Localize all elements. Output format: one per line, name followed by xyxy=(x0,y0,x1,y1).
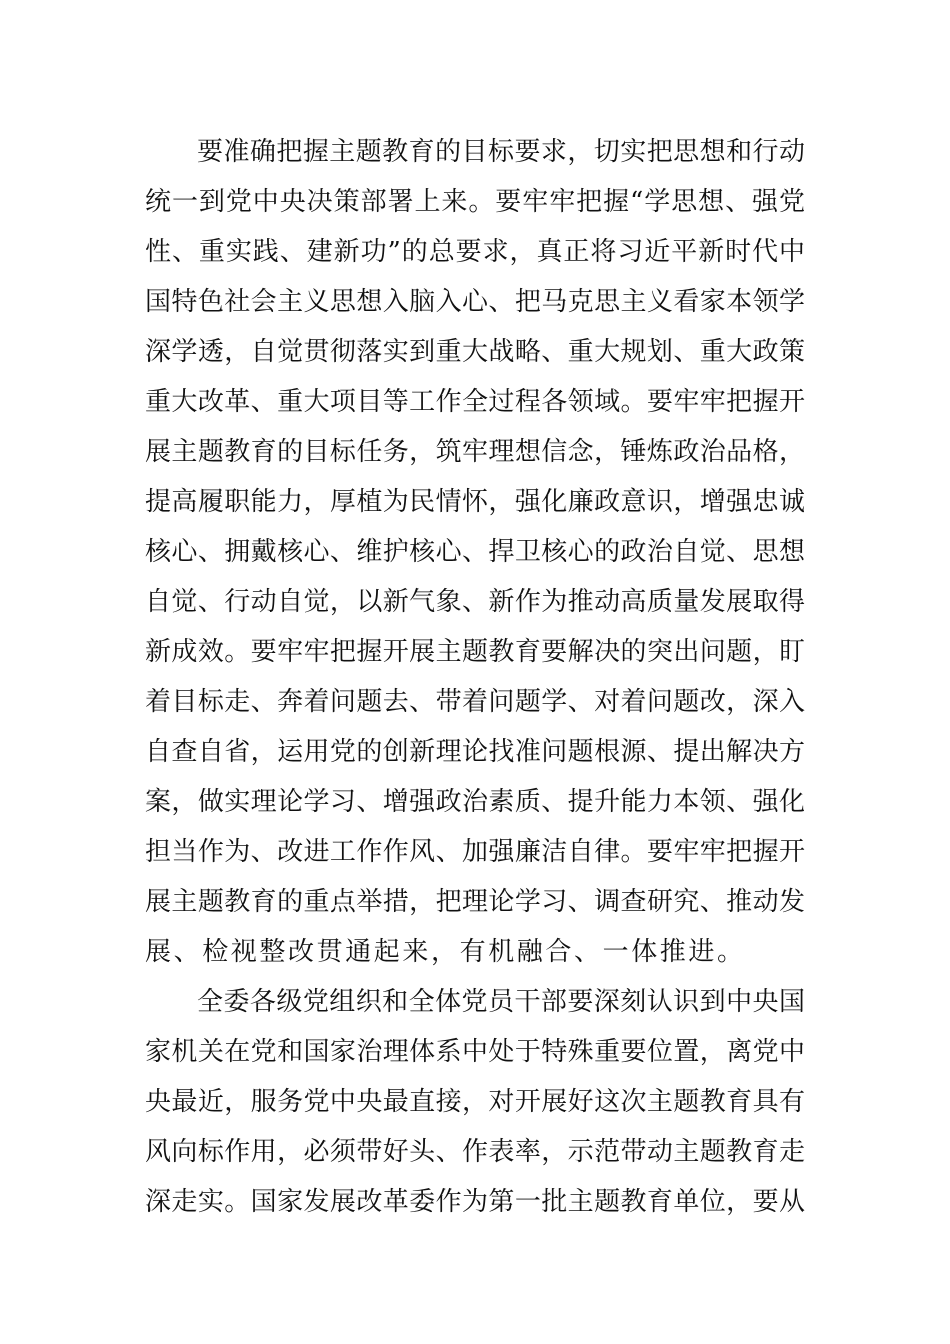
paragraph-1-line-8: 提高履职能力，厚植为民情怀，强化廉政意识，增强忠诚 xyxy=(145,487,805,517)
paragraph-1-line-12: 着目标走、奔着问题去、带着问题学、对着问题改，深入 xyxy=(145,687,805,717)
paragraph-1-line-3: 性、重实践、建新功”的总要求，真正将习近平新时代中 xyxy=(145,237,805,267)
paragraph-1-line-16: 展主题教育的重点举措，把理论学习、调查研究、推动发 xyxy=(145,887,805,917)
paragraph-2-line-5: 深走实。国家发展改革委作为第一批主题教育单位，要从 xyxy=(145,1187,805,1217)
paragraph-1-line-11: 新成效。要牢牢把握开展主题教育要解决的突出问题，盯 xyxy=(145,637,805,667)
paragraph-1-line-1: 要准确把握主题教育的目标要求，切实把思想和行动 xyxy=(197,137,805,167)
document-body xyxy=(145,0,805,1344)
paragraph-1-line-7: 展主题教育的目标任务，筑牢理想信念，锤炼政治品格， xyxy=(145,437,805,467)
paragraph-2-line-2: 家机关在党和国家治理体系中处于特殊重要位置，离党中 xyxy=(145,1037,805,1067)
paragraph-1-line-17: 展、检视整改贯通起来，有机融合、一体推进。 xyxy=(145,937,746,967)
paragraph-1-line-6: 重大改革、重大项目等工作全过程各领域。要牢牢把握开 xyxy=(145,387,805,417)
paragraph-1-line-2: 统一到党中央决策部署上来。要牢牢把握“学思想、强党 xyxy=(145,187,805,217)
paragraph-1-line-10: 自觉、行动自觉，以新气象、新作为推动高质量发展取得 xyxy=(145,587,805,617)
paragraph-1-line-9: 核心、拥戴核心、维护核心、捍卫核心的政治自觉、思想 xyxy=(145,537,805,567)
paragraph-1-line-4: 国特色社会主义思想入脑入心、把马克思主义看家本领学 xyxy=(145,287,805,317)
paragraph-1-line-5: 深学透，自觉贯彻落实到重大战略、重大规划、重大政策 xyxy=(145,337,805,367)
paragraph-1-line-14: 案，做实理论学习、增强政治素质、提升能力本领、强化 xyxy=(145,787,805,817)
paragraph-2-line-4: 风向标作用，必须带好头、作表率，示范带动主题教育走 xyxy=(145,1137,805,1167)
paragraph-1-line-13: 自查自省，运用党的创新理论找准问题根源、提出解决方 xyxy=(145,737,805,767)
paragraph-2-line-3: 央最近，服务党中央最直接，对开展好这次主题教育具有 xyxy=(145,1087,805,1117)
paragraph-2-line-1: 全委各级党组织和全体党员干部要深刻认识到中央国 xyxy=(197,987,805,1017)
paragraph-1-line-15: 担当作为、改进工作作风、加强廉洁自律。要牢牢把握开 xyxy=(145,837,805,867)
